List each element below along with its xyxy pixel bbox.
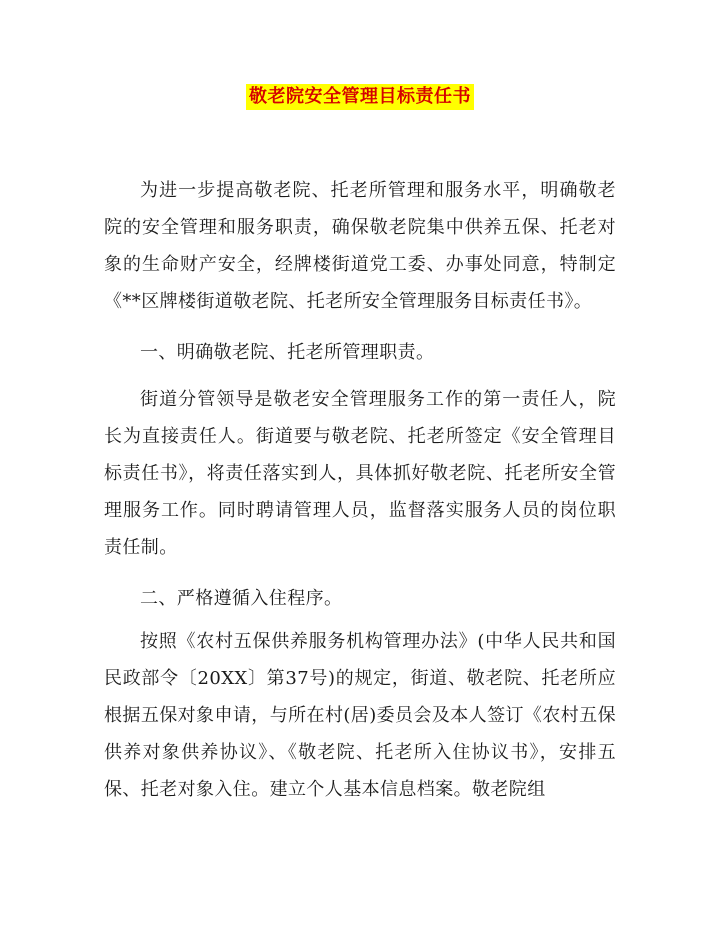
document-title: 敬老院安全管理目标责任书 [246,84,474,110]
section-2-paragraph: 按照《农村五保供养服务机构管理办法》(中华人民共和国民政部令〔20XX〕第37号)的规定，街道、敬老院、托老所应根据五保对象申请，与所在村(居)委员会及本人签订《农村五保供养对象供养协议》、《敬老院、托老所入住协议书》，安排五保、托老对象入住。建立个人基本信息档案。敬老院组 [104,631,616,800]
section-heading-2: 二、严格遵循入住程序。 [140,588,343,609]
section-heading-1: 一、明确敬老院、托老所管理职责。 [140,342,435,363]
intro-paragraph: 为进一步提高敬老院、托老所管理和服务水平，明确敬老院的安全管理和服务职责，确保敬老院集中供养五保、托老对象的生命财产安全，经牌楼街道党工委、办事处同意，特制定《**区牌楼街道敬老院、托老所安全管理服务目标责任书》。 [104,180,616,312]
section-1-paragraph: 街道分管领导是敬老安全管理服务工作的第一责任人，院长为直接责任人。街道要与敬老院、托老所签定《安全管理目标责任书》，将责任落实到人，具体抓好敬老院、托老所安全管理服务工作。同时聘请管理人员，监督落实服务人员的岗位职责任制。 [104,389,616,558]
title-row [0,84,720,110]
